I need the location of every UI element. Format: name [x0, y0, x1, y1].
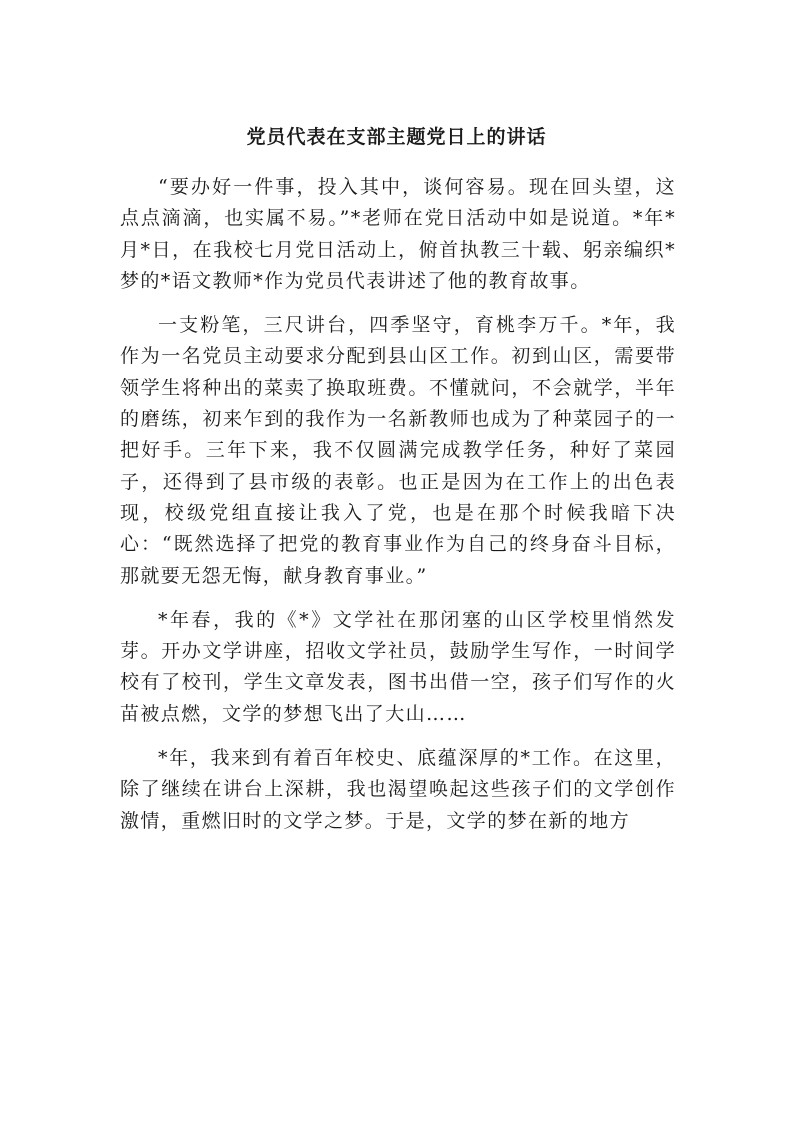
paragraph: *年，我来到有着百年校史、底蕴深厚的*工作。在这里，除了继续在讲台上深耕，我也渴望唤起这些孩子们的文学创作激情，重燃旧时的文学之梦。于是，文学的梦在新的地方: [120, 747, 676, 832]
document-body: [120, 172, 676, 850]
page-title: 党员代表在支部主题党日上的讲话: [246, 126, 547, 148]
paragraph: 一支粉笔，三尺讲台，四季坚守，育桃李万千。*年，我作为一名党员主动要求分配到县山区工作。初到山区，需要带领学生将种出的菜卖了换取班费。不懂就问，不会就学，半年的磨练，初来乍到的我作为一名新教师也成为了种菜园子的一把好手。三年下来，我不仅圆满完成教学任务，种好了菜园子，还得到了县市级的表彰。也正是因为在工作上的出色表现，校级党组直接让我入了党，也是在那个时候我暗下决心：“既然选择了把党的教育事业作为自己的终身奋斗目标，那就要无怨无悔，献身教育事业。”: [120, 314, 676, 587]
paragraph: *年春，我的《*》文学社在那闭塞的山区学校里悄然发芽。开办文学讲座，招收文学社员，鼓励学生写作，一时间学校有了校刊，学生文章发表，图书出借一空，孩子们写作的火苗被点燃，文学的梦想飞出了大山……: [120, 608, 676, 725]
paragraph: “要办好一件事，投入其中，谈何容易。现在回头望，这点点滴滴，也实属不易。”*老师在党日活动中如是说道。*年*月*日，在我校七月党日活动上，俯首执教三十载、躬亲编织*梦的*语文教师*作为党员代表讲述了他的教育故事。: [120, 176, 676, 292]
